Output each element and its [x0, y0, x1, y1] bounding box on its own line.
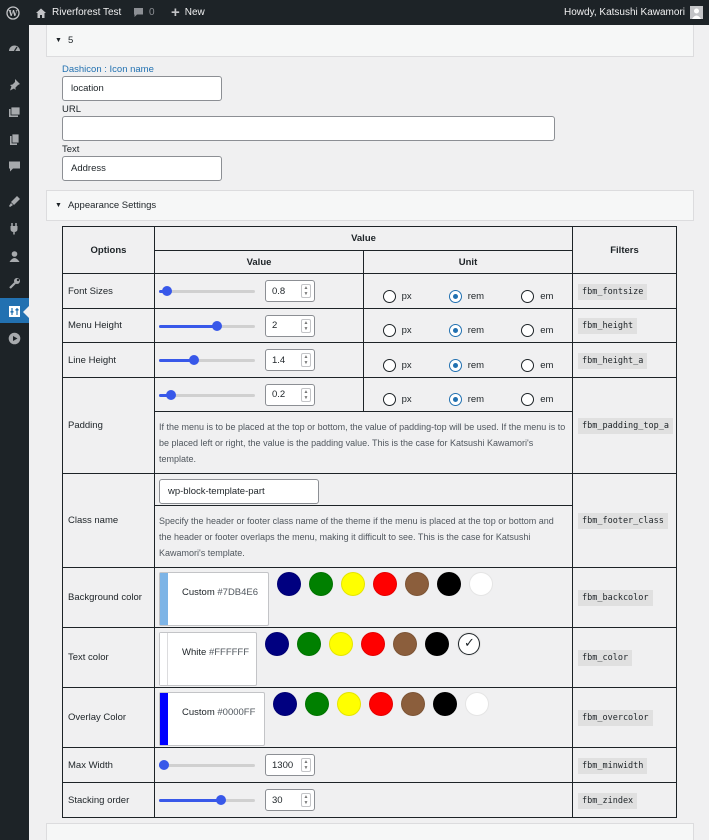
max-width-filter: fbm_minwidth	[573, 748, 677, 783]
background-color-label: Background color	[63, 568, 155, 628]
users-icon[interactable]	[7, 249, 21, 263]
greeting: Howdy, Katsushi Kawamori	[564, 7, 685, 18]
avatar	[690, 6, 703, 19]
font-sizes-slider[interactable]	[159, 286, 255, 296]
background-color-filter: fbm_backcolor	[573, 568, 677, 628]
color-swatch-white[interactable]	[457, 632, 481, 656]
line-height-filter: fbm_height_a	[573, 343, 677, 378]
unit-radio-px[interactable]	[383, 290, 412, 303]
unit-header: Unit	[364, 251, 573, 274]
padding-description: If the menu is to be placed at the top or bottom, the value of padding-top will be used. If the menu is to be placed left or right, the value is the padding value. This is the case for Katsushi Kawamori's template.	[159, 421, 566, 464]
plus-icon: +	[171, 3, 180, 21]
color-swatch-black[interactable]	[437, 572, 461, 596]
padding-description-cell	[155, 412, 573, 474]
appearance-settings-summary[interactable]	[46, 190, 694, 221]
appearance-settings-table	[62, 226, 677, 818]
radio-circle[interactable]	[521, 324, 534, 337]
account-menu[interactable]	[564, 0, 703, 25]
value-group-header: Value	[155, 227, 573, 251]
spinner-icon[interactable]: ▲ ▼	[301, 793, 311, 807]
radio-circle[interactable]	[383, 393, 396, 406]
overlay-color-label: Overlay Color	[63, 688, 155, 748]
radio-label: em	[540, 325, 554, 336]
menu-height-filter: fbm_height	[573, 309, 677, 343]
pin-icon[interactable]	[7, 77, 21, 91]
stacking-order-value-cell	[155, 783, 573, 818]
max-width-slider[interactable]	[159, 760, 255, 770]
unit-radio-rem[interactable]	[449, 290, 484, 303]
plugins-icon[interactable]	[7, 221, 21, 235]
padding-slider[interactable]	[159, 390, 255, 400]
table-row	[63, 783, 677, 818]
radio-label: rem	[467, 325, 485, 336]
table-row	[63, 309, 677, 343]
tools-icon[interactable]	[7, 276, 21, 290]
spinner-icon[interactable]: ▲ ▼	[301, 388, 311, 402]
stacking-order-slider[interactable]	[159, 795, 255, 805]
color-swatch-navy[interactable]	[273, 692, 297, 716]
options-header: Options	[63, 227, 155, 274]
radio-label: rem	[467, 290, 485, 302]
color-swatch-green[interactable]	[297, 632, 321, 656]
stacking-order-label: Stacking order	[63, 783, 155, 818]
spinner-icon[interactable]: ▲ ▼	[301, 353, 311, 367]
radio-label: em	[540, 359, 554, 371]
menu-item-number: 5	[67, 35, 74, 46]
color-swatch-black[interactable]	[433, 692, 457, 716]
radio-label: em	[540, 394, 554, 405]
unit-radio-em[interactable]	[521, 359, 553, 372]
dashicon-input[interactable]: location	[62, 76, 222, 101]
unit-radio-px[interactable]	[383, 393, 412, 406]
check-icon: ✓	[464, 634, 475, 650]
padding-unit-cell	[364, 378, 573, 412]
padding-number-input[interactable]: 0.2 ▲ ▼	[265, 384, 315, 406]
disclosure-triangle-icon: ▼	[55, 37, 62, 44]
line-height-number-input[interactable]: 1.4 ▲ ▼	[265, 349, 315, 371]
line-height-slider[interactable]	[159, 355, 255, 365]
overlay-color-filter: fbm_overcolor	[573, 688, 677, 748]
site-name: Riverforest Test	[52, 7, 122, 18]
admin-sidebar	[0, 25, 29, 840]
wordpress-logo-icon[interactable]	[6, 0, 20, 25]
radio-label: rem	[467, 394, 485, 405]
unit-radio-em[interactable]	[521, 393, 553, 406]
color-swatch-brown[interactable]	[405, 572, 429, 596]
color-swatch-yellow[interactable]	[337, 692, 361, 716]
spinner-icon[interactable]: ▲ ▼	[301, 758, 311, 772]
admin-bar	[0, 0, 709, 25]
color-swatch-green[interactable]	[305, 692, 329, 716]
radio-circle[interactable]	[521, 393, 534, 406]
color-swatch-white[interactable]	[469, 572, 493, 596]
main-content	[29, 25, 709, 840]
menu-height-number-input[interactable]: 2 ▲ ▼	[265, 315, 315, 337]
url-input[interactable]	[62, 116, 555, 141]
next-panel[interactable]	[46, 823, 694, 840]
color-swatch-navy[interactable]	[277, 572, 301, 596]
font-sizes-unit-cell	[364, 274, 573, 309]
radio-label: px	[401, 359, 412, 371]
comments-count: 0	[149, 7, 155, 18]
line-height-label: Line Height	[63, 343, 155, 378]
radio-circle[interactable]	[383, 324, 396, 337]
color-swatch-navy[interactable]	[265, 632, 289, 656]
radio-circle[interactable]	[449, 290, 462, 303]
menu-height-label: Menu Height	[63, 309, 155, 343]
class-name-description-cell	[155, 506, 573, 568]
line-height-unit-cell	[364, 343, 573, 378]
radio-circle[interactable]	[383, 359, 396, 372]
unit-radio-em[interactable]	[521, 290, 553, 303]
radio-circle[interactable]	[521, 290, 534, 303]
line-height-value-cell	[155, 343, 364, 378]
appearance-icon[interactable]	[7, 194, 21, 208]
text-color-custom-swatch[interactable]: White #FFFFFF	[159, 632, 257, 686]
svg-text:W: W	[8, 7, 18, 18]
color-swatch-yellow[interactable]	[329, 632, 353, 656]
radio-circle[interactable]	[521, 359, 534, 372]
table-row	[63, 343, 677, 378]
settings-icon[interactable]	[7, 304, 21, 318]
table-row	[63, 688, 677, 748]
class-name-description: Specify the header or footer class name of the theme if the menu is placed at the top or bottom and the header or footer overlaps the menu, making it difficult to see. This is the case for Katsushi Kawamori's template.	[159, 515, 554, 558]
play-icon[interactable]	[7, 331, 21, 345]
max-width-number-input[interactable]: 1300 ▲ ▼	[265, 754, 315, 776]
disclosure-triangle-icon: ▼	[55, 202, 62, 209]
background-color-custom-swatch[interactable]: Custom #7DB4E6	[159, 572, 269, 626]
font-sizes-value-cell	[155, 274, 364, 309]
radio-circle[interactable]	[449, 393, 462, 406]
table-row	[63, 474, 677, 506]
font-sizes-filter: fbm_fontsize	[573, 274, 677, 309]
font-sizes-number-input[interactable]: 0.8 ▲ ▼	[265, 280, 315, 302]
radio-label: px	[401, 290, 412, 302]
unit-radio-px[interactable]	[383, 359, 412, 372]
color-swatch-green[interactable]	[309, 572, 333, 596]
text-label: Text	[62, 144, 80, 155]
color-swatch-white[interactable]	[465, 692, 489, 716]
stacking-order-number-input[interactable]: 30 ▲ ▼	[265, 789, 315, 811]
stacking-order-filter: fbm_zindex	[573, 783, 677, 818]
spinner-icon[interactable]: ▲ ▼	[301, 284, 311, 298]
class-name-input[interactable]: wp-block-template-part	[159, 479, 319, 504]
padding-value-cell	[155, 378, 364, 412]
comments-menu-icon[interactable]	[7, 159, 21, 173]
overlay-color-custom-swatch[interactable]: Custom #0000FF	[159, 692, 265, 746]
font-sizes-label: Font Sizes	[63, 274, 155, 309]
new-content-link[interactable]	[171, 0, 205, 25]
text-color-label: Text color	[63, 628, 155, 688]
new-label: New	[184, 7, 205, 18]
unit-radio-rem[interactable]	[449, 393, 484, 406]
table-row	[63, 568, 677, 628]
radio-label: rem	[467, 359, 485, 371]
unit-radio-rem[interactable]	[449, 324, 484, 337]
color-swatch-yellow[interactable]	[341, 572, 365, 596]
table-row	[63, 378, 677, 412]
dashboard-icon[interactable]	[7, 41, 21, 55]
media-icon[interactable]	[7, 105, 21, 119]
color-swatch-brown[interactable]	[401, 692, 425, 716]
color-swatch-red[interactable]	[373, 572, 397, 596]
radio-circle[interactable]	[449, 359, 462, 372]
pages-icon[interactable]	[7, 132, 21, 146]
class-name-label: Class name	[63, 474, 155, 568]
radio-label: px	[401, 394, 412, 405]
home-icon	[35, 7, 47, 19]
url-label: URL	[62, 104, 82, 115]
comment-icon	[133, 7, 144, 18]
comments-link[interactable]	[133, 0, 155, 25]
table-row	[63, 274, 677, 309]
unit-radio-rem[interactable]	[449, 359, 484, 372]
radio-circle[interactable]	[449, 324, 462, 337]
unit-radio-em[interactable]	[521, 324, 553, 337]
color-swatch-black[interactable]	[425, 632, 449, 656]
text-color-filter: fbm_color	[573, 628, 677, 688]
unit-radio-px[interactable]	[383, 324, 412, 337]
text-color-picker-cell	[155, 628, 573, 688]
dashicon-label[interactable]: Dashicon : Icon name	[62, 64, 154, 75]
radio-label: px	[401, 325, 412, 336]
class-name-filter: fbm_footer_class	[573, 474, 677, 568]
radio-label: em	[540, 290, 554, 302]
menu-item-5-summary[interactable]	[46, 25, 694, 57]
site-name-link[interactable]	[35, 0, 121, 25]
padding-filter: fbm_padding_top_a	[573, 378, 677, 474]
filters-header: Filters	[573, 227, 677, 274]
table-row	[63, 628, 677, 688]
value-header: Value	[155, 251, 364, 274]
menu-height-value-cell	[155, 309, 364, 343]
appearance-settings-title: Appearance Settings	[67, 200, 157, 211]
text-input[interactable]: Address	[62, 156, 222, 181]
menu-height-slider[interactable]	[159, 321, 255, 331]
color-swatch-brown[interactable]	[393, 632, 417, 656]
class-name-value-cell	[155, 474, 573, 506]
color-swatch-red[interactable]	[361, 632, 385, 656]
background-color-picker-cell	[155, 568, 573, 628]
max-width-label: Max Width	[63, 748, 155, 783]
color-swatch-red[interactable]	[369, 692, 393, 716]
radio-circle[interactable]	[383, 290, 396, 303]
table-row	[63, 748, 677, 783]
menu-height-unit-cell	[364, 309, 573, 343]
max-width-value-cell	[155, 748, 573, 783]
overlay-color-picker-cell	[155, 688, 573, 748]
padding-label: Padding	[63, 378, 155, 474]
spinner-icon[interactable]: ▲ ▼	[301, 319, 311, 333]
